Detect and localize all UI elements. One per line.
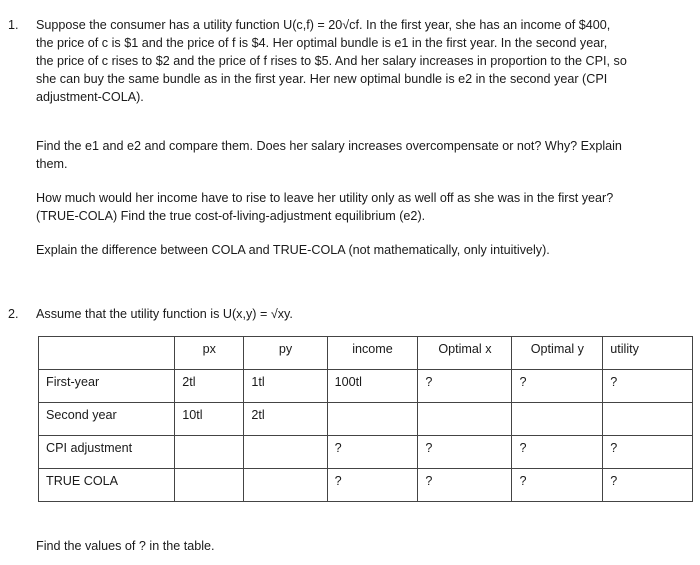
table-header-row bbox=[39, 337, 693, 370]
header-px: px bbox=[175, 337, 244, 370]
row-label: TRUE COLA bbox=[39, 469, 175, 502]
table-cell: ? bbox=[418, 370, 512, 403]
table-cell: 100tl bbox=[327, 370, 418, 403]
table-cell bbox=[175, 436, 244, 469]
row-label: First-year bbox=[39, 370, 175, 403]
header-optimal-x: Optimal x bbox=[418, 337, 512, 370]
table-cell: 2tl bbox=[175, 370, 244, 403]
table-cell bbox=[603, 403, 693, 436]
table-cell: 2tl bbox=[244, 403, 327, 436]
table-cell: ? bbox=[512, 436, 603, 469]
text-line: them. bbox=[36, 157, 68, 171]
table-cell: ? bbox=[512, 469, 603, 502]
table-row bbox=[39, 469, 693, 502]
row-label: Second year bbox=[39, 403, 175, 436]
text-line: How much would her income have to rise to leave her utility only as well off as she was in the first year? bbox=[36, 191, 614, 205]
text-line: the price of c is $1 and the price of f is $4. Her optimal bundle is e1 in the first year. In the second year, bbox=[36, 36, 608, 50]
table-cell bbox=[418, 403, 512, 436]
table-cell: ? bbox=[603, 436, 693, 469]
text-line: the price of c rises to $2 and the price of f rises to $5. And her salary increases in proportion to the CPI, so bbox=[36, 54, 627, 68]
text-line: Explain the difference between COLA and TRUE-COLA (not mathematically, only intuitively). bbox=[36, 243, 550, 257]
table-cell: ? bbox=[603, 469, 693, 502]
table-cell: ? bbox=[327, 469, 418, 502]
table-cell: ? bbox=[512, 370, 603, 403]
row-label: CPI adjustment bbox=[39, 436, 175, 469]
table-cell bbox=[327, 403, 418, 436]
table-cell: ? bbox=[327, 436, 418, 469]
table-row bbox=[39, 436, 693, 469]
header-py: py bbox=[244, 337, 327, 370]
text-line: Suppose the consumer has a utility function U(c,f) = 20√cf. In the first year, she has an income of $400, bbox=[36, 18, 611, 32]
question-1-paragraph-4 bbox=[36, 241, 688, 259]
question-1-number: 1. bbox=[8, 18, 19, 32]
table-cell bbox=[175, 469, 244, 502]
header-income: income bbox=[327, 337, 418, 370]
question-2-footer: Find the values of ? in the table. bbox=[36, 539, 215, 553]
table-cell: 1tl bbox=[244, 370, 327, 403]
table-cell bbox=[244, 436, 327, 469]
header-utility: utility bbox=[603, 337, 693, 370]
question-2-number: 2. bbox=[8, 307, 19, 321]
table-cell bbox=[512, 403, 603, 436]
header-cell bbox=[39, 337, 175, 370]
text-line: adjustment-COLA). bbox=[36, 90, 144, 104]
header-optimal-y: Optimal y bbox=[512, 337, 603, 370]
table-cell: 10tl bbox=[175, 403, 244, 436]
table-row bbox=[39, 370, 693, 403]
text-line: Find the e1 and e2 and compare them. Does her salary increases overcompensate or not? Why? Explain bbox=[36, 139, 622, 153]
question-1-paragraph-2 bbox=[36, 137, 688, 173]
text-line: she can buy the same bundle as in the first year. Her new optimal bundle is e2 in the second year (CPI bbox=[36, 72, 608, 86]
table-cell: ? bbox=[418, 469, 512, 502]
table-cell: ? bbox=[418, 436, 512, 469]
text-line: (TRUE-COLA) Find the true cost-of-living-adjustment equilibrium (e2). bbox=[36, 209, 426, 223]
values-table bbox=[38, 336, 693, 502]
question-1-paragraph-3 bbox=[36, 189, 688, 225]
table-cell: ? bbox=[603, 370, 693, 403]
table-row bbox=[39, 403, 693, 436]
question-2-intro: Assume that the utility function is U(x,y) = √xy. bbox=[36, 307, 293, 321]
table-cell bbox=[244, 469, 327, 502]
question-1-paragraph-1 bbox=[36, 16, 688, 106]
